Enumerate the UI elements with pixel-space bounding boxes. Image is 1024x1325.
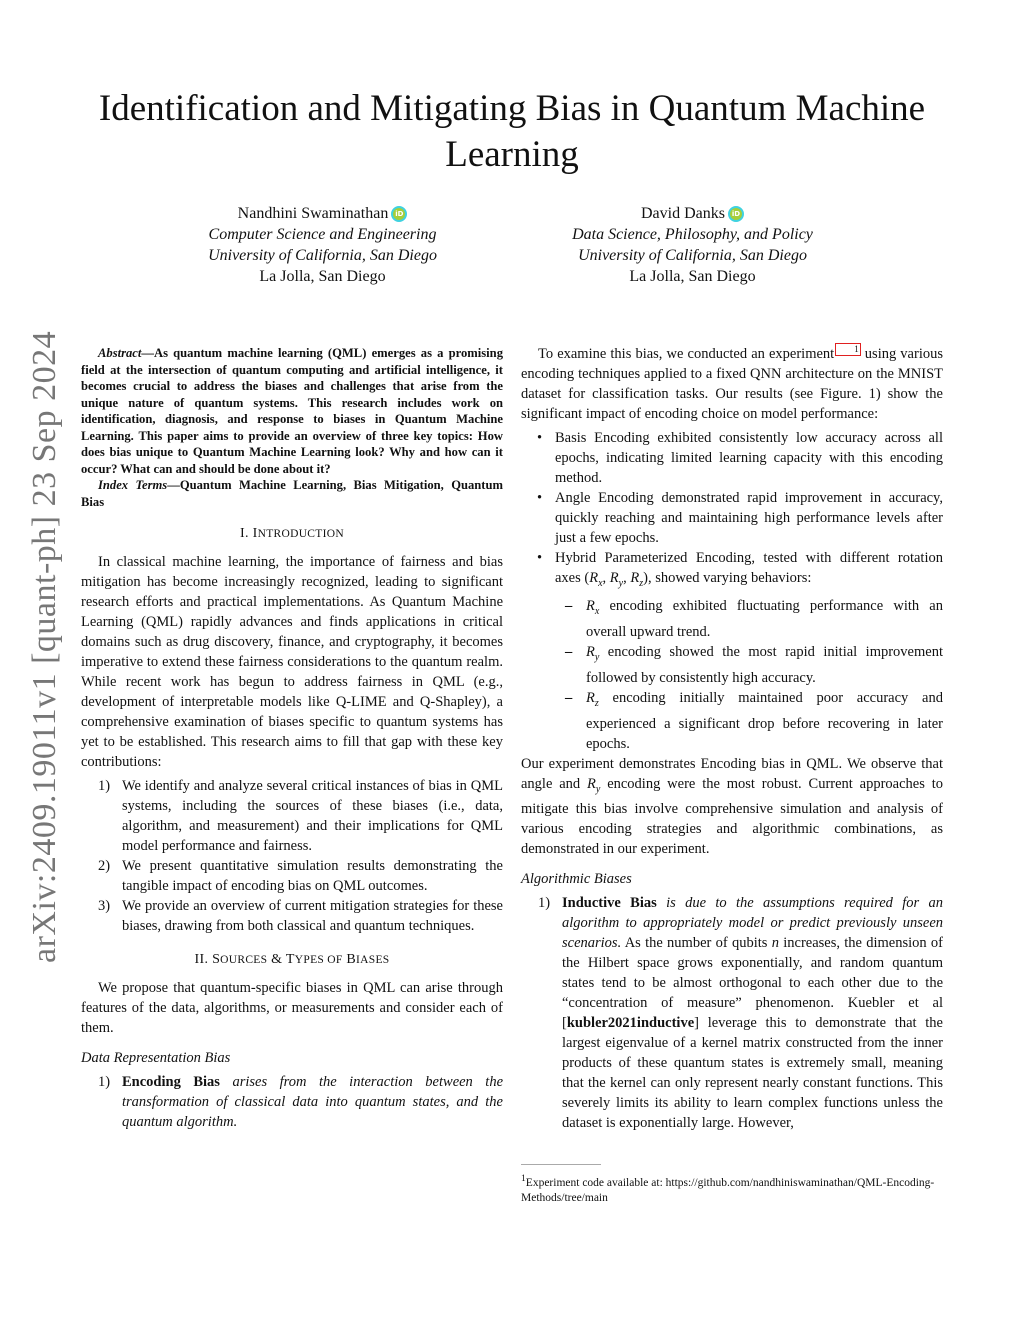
list-item: – $R_x$ encoding exhibited fluctuating performance with an overall upward trend. xyxy=(565,597,943,640)
list-item: • Hybrid Parameterized Encoding, tested with different rotation axes ($R_x$, $R_y$, $R_z$), showed varying behaviors: – $R_x$ encoding exhibited fluctuating performance with an overall upward trend. – $R_y$ encoding showed the most rapid initial improvement followed by consistently high accuracy. – $R_z$ encoding initially maintained poor accuracy and experienced a significant drop before recovering in later epochs. xyxy=(537,550,943,752)
subsection-algorithmic-biases: Algorithmic Biases xyxy=(521,871,632,888)
arxiv-stamp: arXiv:2409.19011v1 [quant-ph] 23 Sep 2024 xyxy=(26,330,63,963)
algorithmic-bias-list xyxy=(521,893,943,1133)
results-list xyxy=(521,428,943,754)
footnote: $^1$Experiment code available at: https://github.com/nandhiniswaminathan/QML-Encoding-Methods/tree/main xyxy=(521,1173,935,1204)
list-item: 2) We present quantitative simulation results demonstrating the tangible impact of encoding bias on QML outcomes. xyxy=(98,858,503,894)
orcid-icon[interactable]: iD xyxy=(728,206,744,222)
left-column xyxy=(81,345,503,1132)
list-item: • Basis Encoding exhibited consistently low accuracy across all epochs, indicating limited learning capacity with this encoding method. xyxy=(537,430,943,486)
author-location: La Jolla, San Diego xyxy=(629,268,756,285)
list-item: 1) We identify and analyze several critical instances of bias in QML systems, including the sources of these biases (i.e., data, algorithm, and measurement) and their implications for QML model performance and fairness. xyxy=(98,778,503,854)
citation: kubler2021inductive xyxy=(566,1015,695,1032)
index-terms xyxy=(81,477,503,510)
paper-title: Identification and Mitigating Bias in Quantum Machine Learning xyxy=(98,88,926,175)
author-name: David Danks xyxy=(641,205,725,222)
abstract-text: —As quantum machine learning (QML) emerges as a promising field at the intersection of quantum computing and artificial intelligence, it becomes crucial to address the biases and challenges that arise from the unique nature of quantum systems. This research includes work on identification, diagnosis, and response to biases in Quantum Machine Learning. This paper aims to provide an overview of three key topics: How does bias unique to Quantum Machine Learning look? Why and how can it occur? What can and should be done about it? xyxy=(81,346,503,476)
author-university: University of California, San Diego xyxy=(578,247,807,264)
orcid-icon[interactable]: iD xyxy=(391,206,407,222)
index-terms-text: —Quantum Machine Learning, Bias Mitigation, Quantum Bias xyxy=(81,478,503,509)
experiment-paragraph: To examine this bias, we conducted an experiment 1 using various encoding techniques applied to a fixed QNN architecture on the MNIST dataset for classification tasks. Our results (see Figure. 1) show the significant impact of encoding choice on model performance: xyxy=(521,344,943,422)
list-item: – $R_z$ encoding initially maintained poor accuracy and experienced a significant drop before recovering in later epochs. xyxy=(565,689,943,752)
author-department: Data Science, Philosophy, and Policy xyxy=(572,226,813,243)
abstract xyxy=(81,345,503,477)
sources-paragraph: We propose that quantum-specific biases in QML can arise through features of the data, algorithms, or measurements and consider each of them. xyxy=(81,980,503,1036)
contributions-list xyxy=(81,776,503,936)
section-heading-sources: II. SOURCES & TYPES OF BIASES xyxy=(194,952,390,967)
introduction-paragraph: In classical machine learning, the importance of fairness and bias mitigation has become increasingly recognized, leading to significant research efforts and practical implementations. As Quantum Machine Learning (QML) rapidly advances and finds applications in critical domains such as drug discovery, finance, and cryptography, it becomes imperative to extend these fairness considerations to the quantum realm. While recent work has begun to address fairness in QML (e.g., development of interpretable models like Q-LIME and Q-Shapley), a comprehensive examination of biases specific to quantum systems has yet to be established. This research aims to fill that gap with these key contributions: xyxy=(81,554,503,770)
author-block-1 xyxy=(150,203,495,287)
abstract-label: Abstract xyxy=(98,346,142,360)
list-item: – $R_y$ encoding showed the most rapid initial improvement followed by consistently high accuracy. xyxy=(565,643,943,686)
footnote-link[interactable]: 1 xyxy=(835,343,861,356)
author-location: La Jolla, San Diego xyxy=(259,268,386,285)
right-column xyxy=(521,343,943,1133)
index-terms-label: Index Terms xyxy=(98,478,168,492)
subsection-data-representation: Data Representation Bias xyxy=(81,1050,231,1066)
list-item: • Angle Encoding demonstrated rapid improvement in accuracy, quickly reaching and maintaining high performance levels after just a few epochs. xyxy=(537,490,943,546)
rotation-axes-list xyxy=(555,596,943,754)
author-university: University of California, San Diego xyxy=(208,247,437,264)
author-block-2 xyxy=(520,203,865,287)
footnote-rule xyxy=(521,1164,601,1165)
list-item: 3) We provide an overview of current mitigation strategies for these biases, drawing from both classical and quantum techniques. xyxy=(98,898,503,934)
list-item: 1) Inductive Bias is due to the assumptions required for an algorithm to appropriately model or predict previously unseen scenarios. As the number of qubits n increases, the dimension of the Hilbert space grows exponentially, and random quantum states tend to be almost orthogonal to each other due to the “concentration of measure” phenomenon. Kuebler et al [kubler2021inductive] leverage this to demonstrate that the largest eigenvalue of a kernel matrix constructed from the inner products of these quantum states is extremely small, meaning that the kernel can only represent nearly constant functions. This severely limits its ability to learn complex functions unless the dataset is exponentially large. However, xyxy=(538,895,944,1132)
conclusion-paragraph: Our experiment demonstrates Encoding bias in QML. We observe that angle and $R_y$ encoding were the most robust. Current approaches to mitigate this bias involve comprehensive simulation and analysis of various encoding strategies and algorithmic combinations, as demonstrated in our experiment. xyxy=(521,755,943,858)
section-heading-introduction: I. INTRODUCTION xyxy=(240,526,344,541)
data-bias-list xyxy=(81,1072,503,1132)
footnote-text: Experiment code available at: https://github.com/nandhiniswaminathan/QML-Encoding-Methods/tree/main xyxy=(521,1176,935,1204)
list-item: 1) Encoding Bias arises from the interaction between the transformation of classical data into quantum states, and the quantum algorithm. xyxy=(98,1074,504,1130)
author-department: Computer Science and Engineering xyxy=(208,226,437,243)
author-name: Nandhini Swaminathan xyxy=(237,205,389,222)
